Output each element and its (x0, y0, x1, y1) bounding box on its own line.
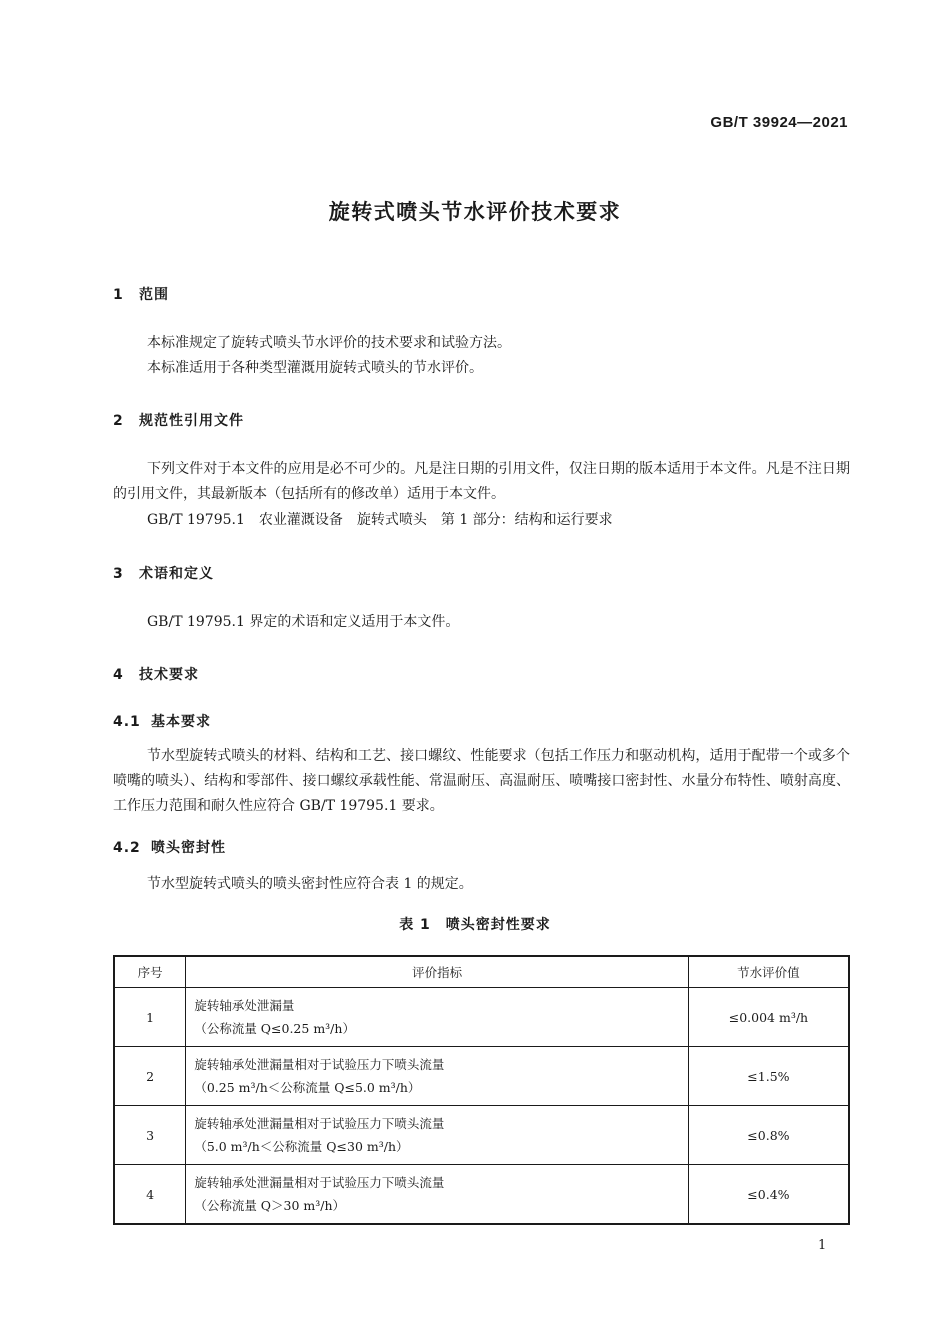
section-title: 技术要求 (139, 667, 199, 683)
section-2-paragraph-1: 下列文件对于本文件的应用是必不可少的。凡是注日期的引用文件，仅注日期的版本适用于本文件。凡是不注日期的引用文件，其最新版本（包括所有的修改单）适用于本文件。 (113, 461, 850, 502)
page-number: 1 (818, 1238, 827, 1253)
row-number: 2 (114, 1047, 186, 1106)
normative-reference: GB/T 19795.1 农业灌溉设备 旋转式喷头 第 1 部分：结构和运行要求 (147, 512, 613, 528)
section-number: 1 (113, 287, 124, 303)
row-number: 3 (114, 1106, 186, 1165)
row-value: ≤0.004 m³/h (688, 988, 849, 1047)
section-1-heading (113, 284, 169, 304)
row-indicator (186, 988, 689, 1047)
indicator-line-2: （5.0 m³/h＜公称流量 Q≤30 m³/h） (194, 1139, 409, 1154)
table-caption: 表 1 喷头密封性要求 (399, 917, 551, 933)
section-3-heading (113, 563, 214, 583)
row-indicator (186, 1106, 689, 1165)
row-value: ≤0.8% (688, 1106, 849, 1165)
section-number: 4.1 (113, 714, 141, 730)
header-value: 节水评价值 (688, 956, 849, 988)
indicator-line-2: （0.25 m³/h＜公称流量 Q≤5.0 m³/h） (194, 1080, 421, 1095)
section-title: 范围 (139, 287, 169, 303)
section-4-heading (113, 664, 199, 684)
section-4-2-paragraph-1: 节水型旋转式喷头的喷头密封性应符合表 1 的规定。 (147, 876, 473, 892)
row-number: 4 (114, 1165, 186, 1225)
section-number: 4 (113, 667, 124, 683)
indicator-line-2: （公称流量 Q＞30 m³/h） (194, 1198, 346, 1213)
section-1-paragraph-2: 本标准适用于各种类型灌溉用旋转式喷头的节水评价。 (147, 360, 483, 376)
header-indicator: 评价指标 (186, 956, 689, 988)
table-row (114, 1047, 849, 1106)
section-4-1-heading (113, 711, 211, 731)
section-title: 基本要求 (151, 714, 211, 730)
section-title: 术语和定义 (139, 566, 214, 582)
document-title: 旋转式喷头节水评价技术要求 (328, 200, 622, 224)
row-indicator (186, 1165, 689, 1225)
row-number: 1 (114, 988, 186, 1047)
table-row (114, 1165, 849, 1225)
section-title: 规范性引用文件 (139, 413, 244, 429)
table-header-row (114, 956, 849, 988)
indicator-line-1: 旋转轴承处泄漏量相对于试验压力下喷头流量 (194, 1057, 445, 1072)
indicator-line-2: （公称流量 Q≤0.25 m³/h） (194, 1021, 355, 1036)
sealing-requirements-table (113, 955, 850, 1225)
section-number: 3 (113, 566, 124, 582)
section-1-paragraph-1: 本标准规定了旋转式喷头节水评价的技术要求和试验方法。 (147, 335, 511, 351)
row-indicator (186, 1047, 689, 1106)
section-4-1-paragraph-1: 节水型旋转式喷头的材料、结构和工艺、接口螺纹、性能要求（包括工作压力和驱动机构，适用于配带一个或多个喷嘴的喷头）、结构和零部件、接口螺纹承载性能、常温耐压、高温耐压、喷嘴接口密封性、水量分布特性、喷射高度、工作压力范围和耐久性应符合 GB/T 19795.1 要求。 (113, 748, 850, 814)
section-3-paragraph-1: GB/T 19795.1 界定的术语和定义适用于本文件。 (147, 614, 460, 630)
table-row (114, 988, 849, 1047)
standard-number: GB/T 39924—2021 (710, 114, 848, 131)
row-value: ≤0.4% (688, 1165, 849, 1225)
row-value: ≤1.5% (688, 1047, 849, 1106)
section-2-heading (113, 410, 244, 430)
section-number: 2 (113, 413, 124, 429)
indicator-line-1: 旋转轴承处泄漏量 (194, 998, 295, 1013)
table-row (114, 1106, 849, 1165)
header-serial: 序号 (114, 956, 186, 988)
indicator-line-1: 旋转轴承处泄漏量相对于试验压力下喷头流量 (194, 1116, 445, 1131)
section-title: 喷头密封性 (151, 840, 226, 856)
indicator-line-1: 旋转轴承处泄漏量相对于试验压力下喷头流量 (194, 1175, 445, 1190)
section-number: 4.2 (113, 840, 141, 856)
section-4-2-heading (113, 837, 226, 857)
